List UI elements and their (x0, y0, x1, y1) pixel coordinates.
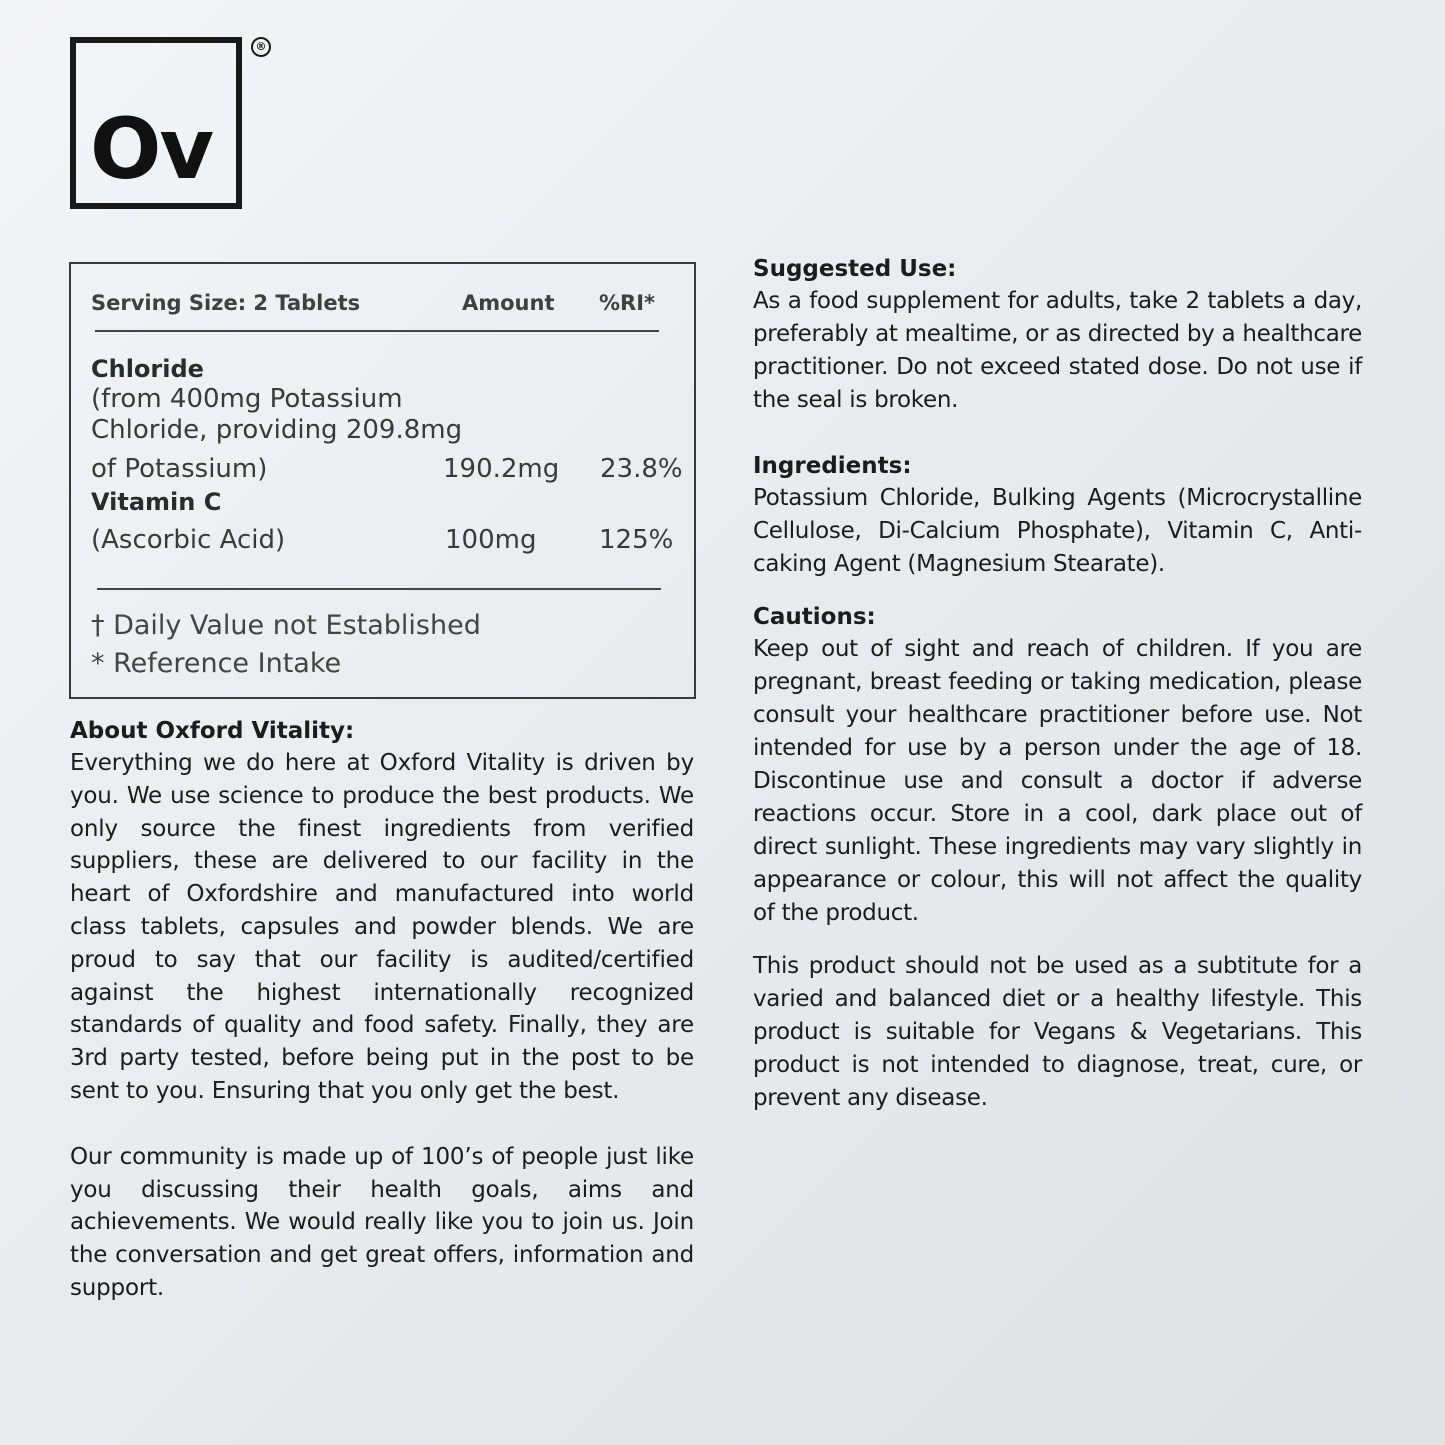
about-heading: About Oxford Vitality: (70, 718, 355, 744)
serving-size-label: Serving Size: 2 Tablets (91, 291, 361, 315)
footnote-daily-value: † Daily Value not Established (91, 610, 481, 641)
ingredients-section (753, 450, 1362, 581)
header-divider (95, 330, 659, 332)
chloride-desc-line1: (from 400mg Potassium (91, 384, 403, 414)
suggested-use-text: As a food supplement for adults, take 2 tablets a day, preferably at mealtime, or as directed by a healthcare practitioner. Do not exceed stated dose. Do not use if the seal is broken. (753, 288, 1362, 413)
suggested-use-section (753, 253, 1362, 417)
footer-divider (97, 588, 661, 590)
cautions-heading: Cautions: (753, 604, 876, 630)
chloride-desc-line3: of Potassium) (91, 454, 268, 484)
chloride-amount: 190.2mg (443, 454, 560, 484)
footnote-reference-intake: * Reference Intake (91, 648, 342, 679)
vitamin-c-ri: 125% (599, 525, 674, 555)
vitamin-c-name: Vitamin C (91, 488, 222, 516)
about-section (70, 715, 694, 1305)
vitamin-c-amount: 100mg (445, 525, 537, 555)
ri-column-header: %RI* (599, 291, 656, 315)
cautions-section (753, 601, 1362, 930)
disclaimer-section (753, 950, 1362, 1115)
disclaimer-text: This product should not be used as a subtitute for a varied and balanced diet or a healthy lifestyle. This product is suitable for Vegans & Vegetarians. This product is not intended to diagnose, treat, cure, or prevent any disease. (753, 953, 1362, 1111)
cautions-text: Keep out of sight and reach of children. If you are pregnant, breast feeding or taking medication, please consult your healthcare practitioner before use. Not intended for use by a person under the age of 18. Discontinue use and consult a doctor if adverse reactions occur. Store in a cool, dark place out of direct sunlight. These ingredients may vary slightly in appearance or colour, this will not affect the quality of the product. (753, 636, 1362, 926)
registered-mark-icon: ® (251, 37, 271, 57)
right-column (753, 253, 1362, 1115)
about-paragraph-2: Our community is made up of 100’s of people just like you discussing their health goals, aims and achievements. We would really like you to join us. Join the conversation and get great offers, information and support. (70, 1143, 694, 1301)
logo-text: Ov (90, 100, 213, 198)
vitamin-c-desc: (Ascorbic Acid) (91, 525, 286, 555)
chloride-desc-line2: Chloride, providing 209.8mg (91, 415, 463, 445)
nutrition-table (69, 262, 696, 699)
amount-column-header: Amount (462, 291, 555, 315)
ingredients-text: Potassium Chloride, Bulking Agents (Microcrystalline Cellulose, Di-Calcium Phosphate), Vitamin C, Anti-caking Agent (Magnesium Stearate). (753, 485, 1362, 577)
brand-logo (70, 37, 242, 209)
about-paragraph-1: Everything we do here at Oxford Vitality is driven by you. We use science to produce the best products. We only source the finest ingredients from verified suppliers, these are delivered to our facility in the heart of Oxfordshire and manufactured into world class tablets, capsules and powder blends. We are proud to say that our facility is audited/certified against the highest internationally recognized standards of quality and food safety. Finally, they are 3rd party tested, before being put in the post to be sent to you. Ensuring that you only get the best. (70, 750, 694, 1104)
chloride-name: Chloride (91, 355, 204, 383)
ingredients-heading: Ingredients: (753, 453, 912, 479)
chloride-ri: 23.8% (600, 454, 683, 484)
suggested-use-heading: Suggested Use: (753, 256, 957, 282)
